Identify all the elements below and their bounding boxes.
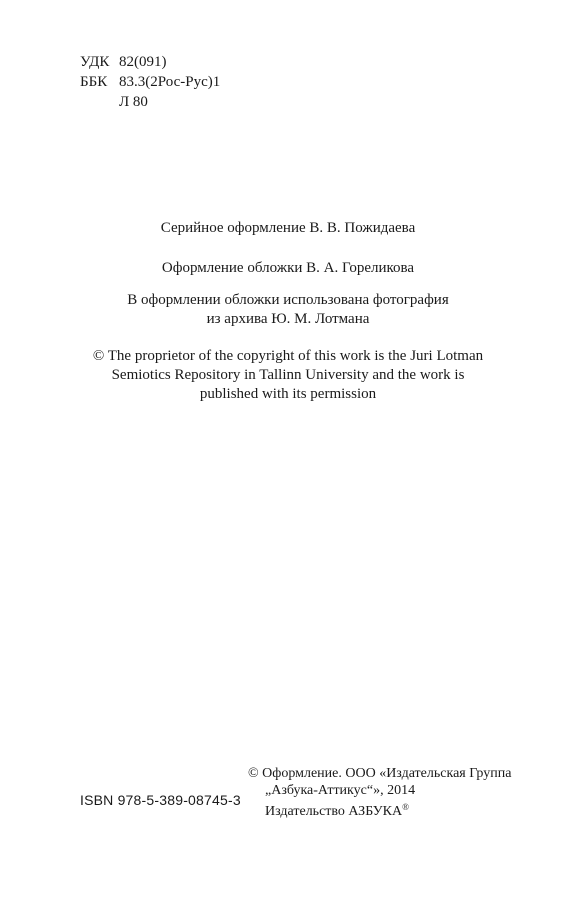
isbn: ISBN 978-5-389-08745-3	[80, 792, 241, 808]
publisher-line-2: „Азбука-Аттикус“», 2014	[265, 783, 416, 798]
bbk-value: 83.3(2Рос-Рус)1	[119, 74, 221, 90]
udk-label: УДК	[80, 54, 110, 70]
publisher-copyright	[248, 765, 512, 819]
copyright-notice: © The proprietor of the copyright of this work is the Juri Lotman Semiotics Repository in Tallinn University and the work is published with its permission	[92, 348, 484, 402]
udk-value: 82(091)	[119, 54, 167, 70]
udk-row	[80, 52, 220, 72]
publisher-line-3: Издательство АЗБУКА®	[265, 802, 409, 819]
bbk-label: ББК	[80, 74, 108, 90]
cover-design-credit: Оформление обложки В. А. Гореликова	[161, 260, 415, 276]
photo-credit: В оформлении обложки использована фотография из архива Ю. М. Лотмана	[127, 292, 449, 327]
series-design-credit: Серийное оформление В. В. Пожидаева	[160, 220, 416, 236]
classification-block	[80, 52, 220, 112]
bbk-row	[80, 72, 220, 92]
publisher-line-1: © Оформление. ООО «Издательская Группа	[248, 766, 512, 781]
author-mark: Л 80	[119, 94, 148, 110]
registered-mark: ®	[402, 802, 409, 812]
author-mark-row	[80, 92, 220, 112]
